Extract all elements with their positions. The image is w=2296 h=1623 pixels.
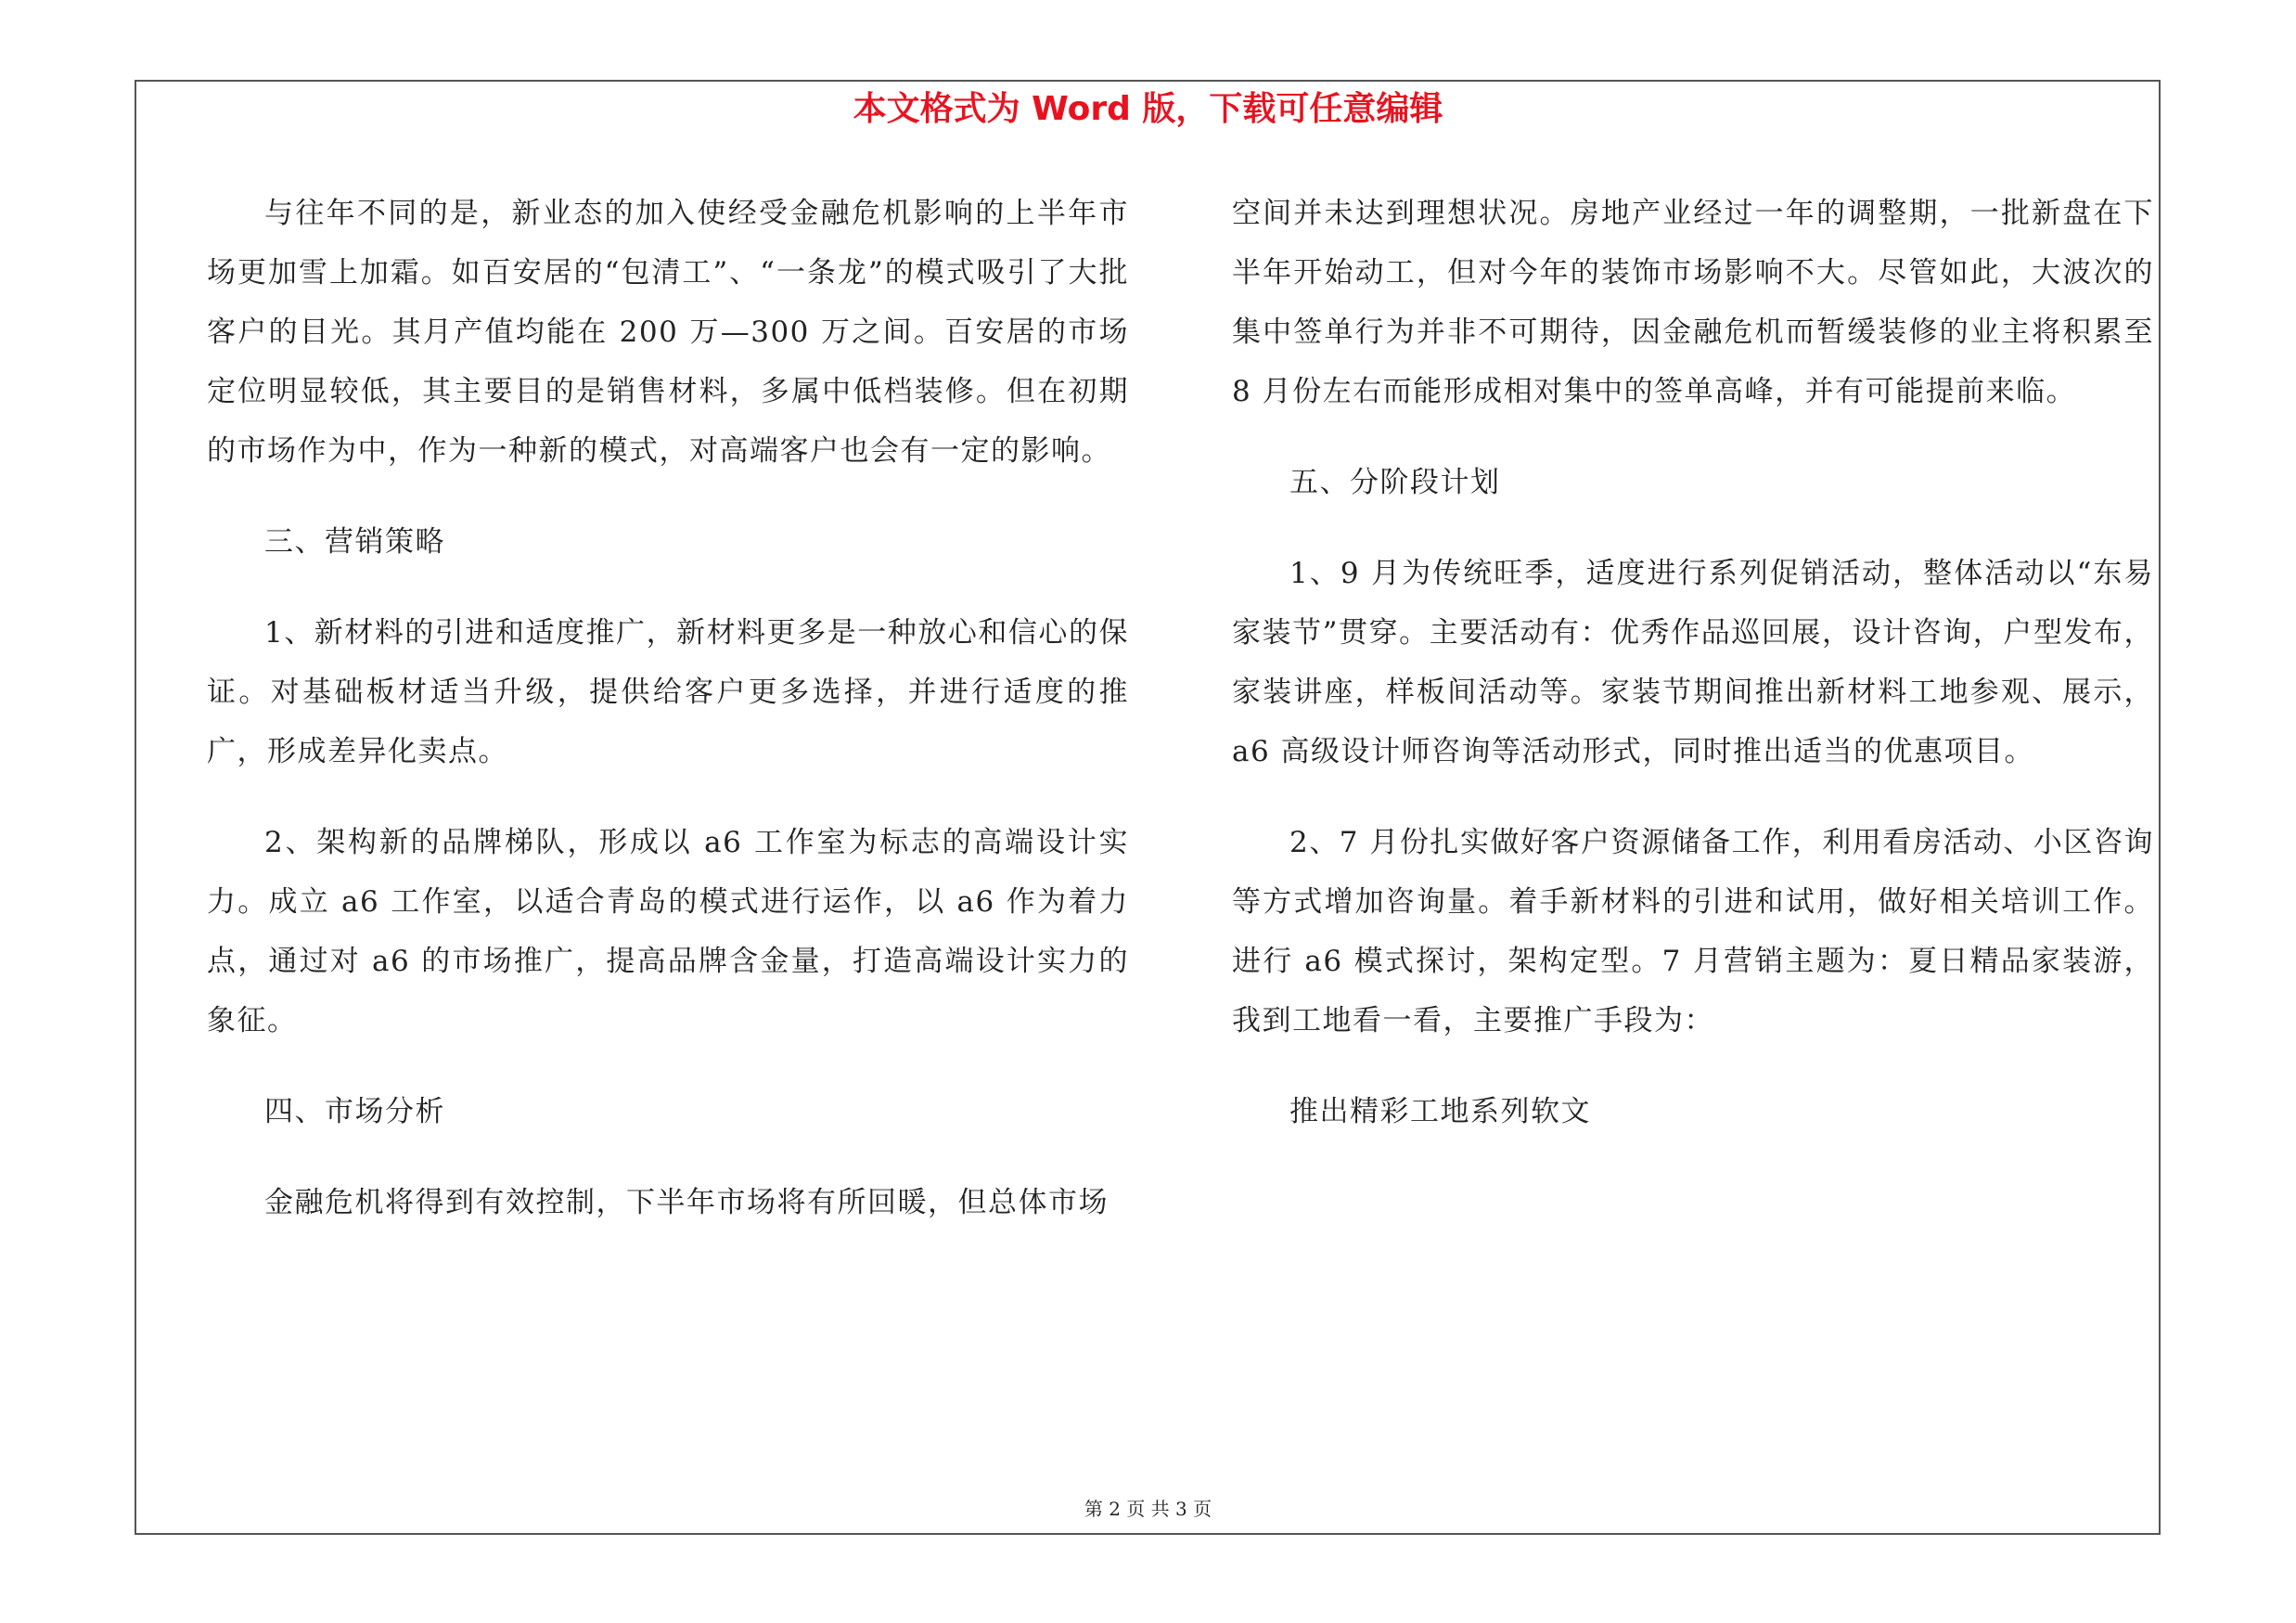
- page-number: 第 2 页 共 3 页: [1084, 1498, 1212, 1520]
- left-column: [207, 184, 1129, 1264]
- section-heading-market-analysis: 四、市场分析: [264, 1095, 445, 1128]
- paragraph-intro: 与往年不同的是，新业态的加入使经受金融危机影响的上半年市场更加雪上加霜。如百安居的“包清工”、“一条龙”的模式吸引了大批客户的目光。其月产值均能在 200 万—300 万之间。百安居的市场定位明显较低，其主要目的是销售材料，多属中低档装修。但在初期的市场作为中，作为一种新的模式，对高端客户也会有一定的影响。: [207, 197, 1129, 468]
- paragraph-plan-1: 1、9 月为传统旺季，适度进行系列促销活动，整体活动以“东易家装节”贯穿。主要活动有：优秀作品巡回展，设计咨询，户型发布，家装讲座，样板间活动等。家装节期间推出新材料工地参观、展示，a6 高级设计师咨询等活动形式，同时推出适当的优惠项目。: [1232, 557, 2154, 768]
- paragraph-market-analysis-cont: 空间并未达到理想状况。房地产业经过一年的调整期，一批新盘在下半年开始动工，但对今年的装饰市场影响不大。尽管如此，大波次的集中签单行为并非不可期待，因金融危机而暂缓装修的业主将积累至 8 月份左右而能形成相对集中的签单高峰，并有可能提前来临。: [1232, 197, 2154, 408]
- paragraph-plan-2-item: 推出精彩工地系列软文: [1289, 1095, 1591, 1128]
- section-heading-phased-plan: 五、分阶段计划: [1289, 466, 1501, 499]
- paragraph-strategy-2: 2、架构新的品牌梯队，形成以 a6 工作室为标志的高端设计实力。成立 a6 工作室，以适合青岛的模式进行运作，以 a6 作为着力点，通过对 a6 的市场推广，提高品牌含金量，打造高端设计实力的象征。: [207, 826, 1129, 1037]
- section-heading-marketing-strategy: 三、营销策略: [264, 525, 445, 559]
- paragraph-strategy-1: 1、新材料的引进和适度推广，新材料更多是一种放心和信心的保证。对基础板材适当升级，提供给客户更多选择，并进行适度的推广，形成差异化卖点。: [207, 616, 1129, 768]
- paragraph-plan-2: 2、7 月份扎实做好客户资源储备工作，利用看房活动、小区咨询等方式增加咨询量。着手新材料的引进和试用，做好相关培训工作。进行 a6 模式探讨，架构定型。7 月营销主题为：夏日精品家装游，我到工地看一看，主要推广手段为：: [1232, 826, 2154, 1037]
- right-column: [1232, 184, 2154, 1173]
- paragraph-market-analysis: 金融危机将得到有效控制，下半年市场将有所回暖，但总体市场: [264, 1186, 1109, 1219]
- word-format-banner: 本文格式为 Word 版，下载可任意编辑: [853, 90, 1443, 128]
